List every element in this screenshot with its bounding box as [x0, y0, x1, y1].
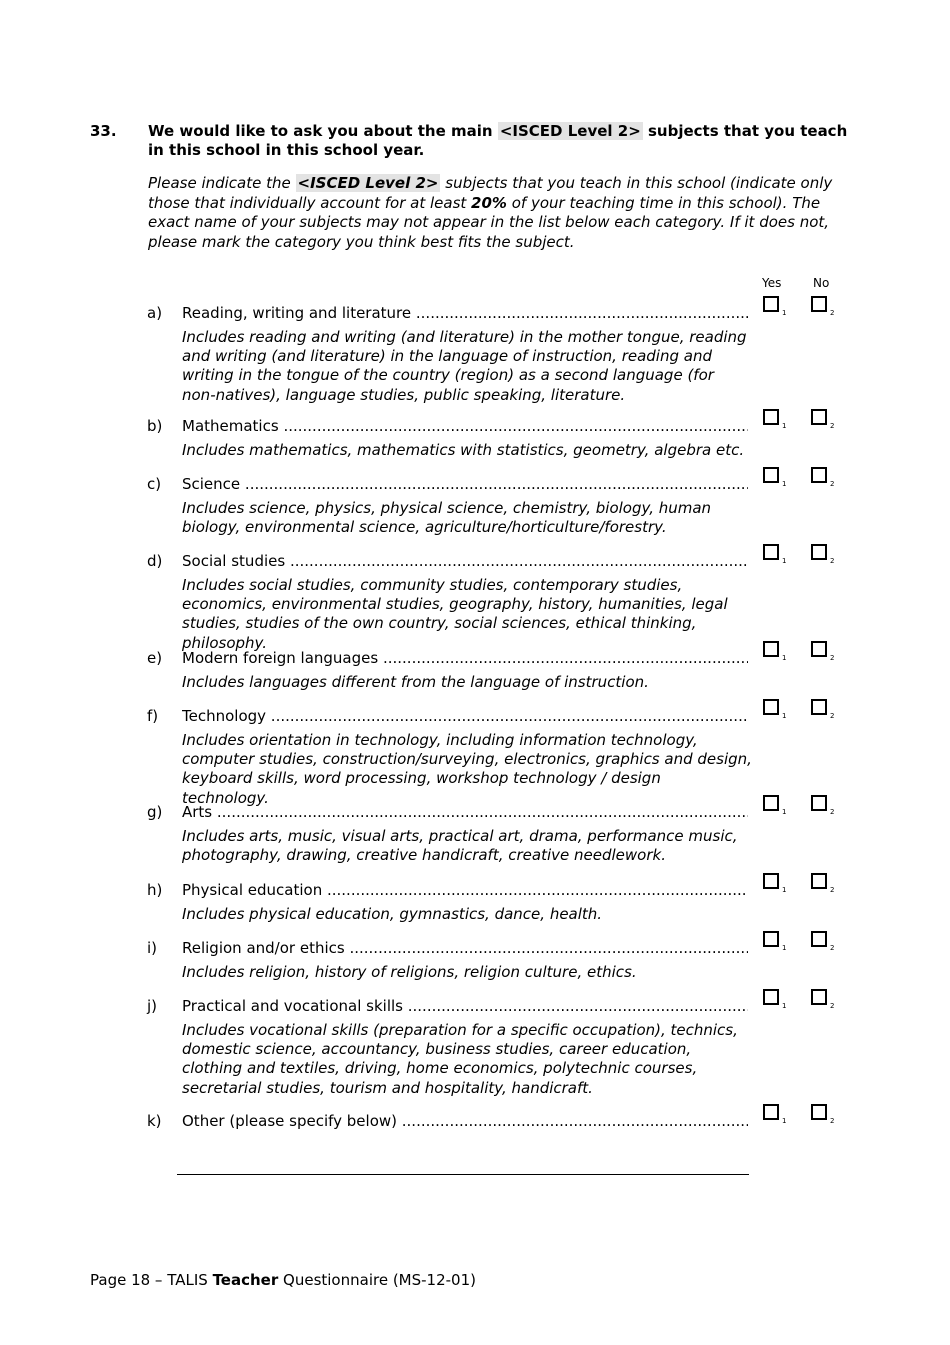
no-code: 2	[830, 309, 835, 317]
footer-prefix: Page 18 – TALIS	[90, 1271, 208, 1289]
item-letter: a)	[147, 304, 163, 322]
yes-checkbox[interactable]	[763, 873, 779, 889]
specify-line[interactable]	[177, 1174, 749, 1175]
yes-code: 1	[782, 944, 787, 952]
no-code: 2	[830, 480, 835, 488]
no-code: 2	[830, 422, 835, 430]
yes-code: 1	[782, 422, 787, 430]
question-text	[148, 122, 848, 160]
yes-column-header: Yes	[762, 276, 782, 290]
isced-highlight: <ISCED Level 2>	[499, 122, 641, 140]
no-code: 2	[830, 654, 835, 662]
instruction-part1: Please indicate the	[148, 174, 291, 192]
item-label: Social studies .....	[182, 551, 748, 571]
item-letter: j)	[147, 997, 158, 1015]
item-letter: i)	[147, 939, 158, 957]
yes-code: 1	[782, 557, 787, 565]
no-code: 2	[830, 886, 835, 894]
yes-checkbox[interactable]	[763, 641, 779, 657]
yes-checkbox[interactable]	[763, 989, 779, 1005]
no-code: 2	[830, 1117, 835, 1125]
item-label: Physical education .....	[182, 880, 748, 900]
no-checkbox[interactable]	[811, 1104, 827, 1120]
no-code: 2	[830, 557, 835, 565]
no-code: 2	[830, 808, 835, 816]
no-code: 2	[830, 944, 835, 952]
instruction-part2: subjects that you teach in this school (indicate only those that individually account for at least	[148, 174, 833, 212]
yes-code: 1	[782, 480, 787, 488]
no-checkbox[interactable]	[811, 641, 827, 657]
question-number: 33.	[90, 122, 117, 140]
item-letter: f)	[147, 707, 159, 725]
item-description: Includes orientation in technology, including information technology, computer studies, construction/surveying, electronics, graphics and design, keyboard skills, word processing, workshop technology / design technology.	[182, 731, 752, 807]
item-letter: d)	[147, 552, 163, 570]
item-letter: g)	[147, 803, 163, 821]
yes-code: 1	[782, 1002, 787, 1010]
item-description: Includes science, physics, physical science, chemistry, biology, human biology, environmental science, agriculture/horticulture/forestry.	[182, 499, 712, 537]
item-letter: k)	[147, 1112, 162, 1130]
instruction-isced-highlight: <ISCED Level 2>	[297, 174, 439, 192]
yes-code: 1	[782, 1117, 787, 1125]
item-letter: b)	[147, 417, 163, 435]
item-description: Includes languages different from the language of instruction.	[182, 673, 649, 691]
page-footer	[90, 1271, 476, 1289]
item-description: Includes social studies, community studies, contemporary studies, economics, environmental studies, geography, history, humanities, legal studies, studies of the own country, social sciences, ethical thinking, philosophy.	[182, 576, 728, 652]
yes-code: 1	[782, 309, 787, 317]
no-checkbox[interactable]	[811, 544, 827, 560]
item-label: Arts .....	[182, 802, 748, 822]
no-checkbox[interactable]	[811, 873, 827, 889]
no-checkbox[interactable]	[811, 296, 827, 312]
yes-checkbox[interactable]	[763, 1104, 779, 1120]
item-letter: c)	[147, 475, 162, 493]
no-code: 2	[830, 712, 835, 720]
no-checkbox[interactable]	[811, 989, 827, 1005]
yes-checkbox[interactable]	[763, 699, 779, 715]
no-checkbox[interactable]	[811, 467, 827, 483]
no-checkbox[interactable]	[811, 409, 827, 425]
no-column-header: No	[813, 276, 830, 290]
no-checkbox[interactable]	[811, 795, 827, 811]
item-label: Modern foreign languages .....	[182, 648, 748, 668]
no-checkbox[interactable]	[811, 699, 827, 715]
yes-checkbox[interactable]	[763, 795, 779, 811]
item-label: Other (please specify below) .....	[182, 1111, 748, 1131]
yes-checkbox[interactable]	[763, 544, 779, 560]
item-label: Science .....	[182, 474, 748, 494]
yes-checkbox[interactable]	[763, 467, 779, 483]
question-text-end: subjects that you teach in this school in this school year.	[148, 122, 848, 159]
item-description: Includes physical education, gymnastics, dance, health.	[182, 905, 603, 923]
yes-code: 1	[782, 808, 787, 816]
item-label: Practical and vocational skills .....	[182, 996, 748, 1016]
item-letter: h)	[147, 881, 163, 899]
item-letter: e)	[147, 649, 163, 667]
item-description: Includes vocational skills (preparation for a specific occupation), technics, domestic science, accountancy, business studies, career education, clothing and textiles, driving, home economics, polytechnic courses, secretarial studies, tourism and hospitality, handicraft.	[182, 1021, 738, 1097]
no-code: 2	[830, 1002, 835, 1010]
instruction-text	[148, 174, 848, 252]
no-checkbox[interactable]	[811, 931, 827, 947]
question-text-start: We would like to ask you about the main	[148, 122, 493, 140]
yes-checkbox[interactable]	[763, 409, 779, 425]
yes-checkbox[interactable]	[763, 296, 779, 312]
item-label: Religion and/or ethics .....	[182, 938, 748, 958]
footer-suffix: Questionnaire (MS-12-01)	[283, 1271, 476, 1289]
yes-code: 1	[782, 886, 787, 894]
yes-checkbox[interactable]	[763, 931, 779, 947]
footer-bold: Teacher	[212, 1271, 279, 1289]
item-description: Includes religion, history of religions, religion culture, ethics.	[182, 963, 637, 981]
yes-code: 1	[782, 654, 787, 662]
yes-code: 1	[782, 712, 787, 720]
instruction-percent: 20%	[471, 193, 507, 212]
item-description: Includes reading and writing (and literature) in the mother tongue, reading and writing (and literature) in the language of instruction, reading and writing in the tongue of the country (region) as a second language (for non-natives), language studies, public speaking, literature.	[182, 328, 747, 404]
item-label: Mathematics .....	[182, 416, 748, 436]
item-label: Technology .....	[182, 706, 748, 726]
item-label: Reading, writing and literature .....	[182, 303, 748, 323]
item-description: Includes arts, music, visual arts, practical art, drama, performance music, photography, drawing, creative handicraft, creative needlework.	[182, 827, 738, 865]
item-description: Includes mathematics, mathematics with statistics, geometry, algebra etc.	[182, 441, 745, 459]
instruction-part3: of your teaching time in this school). The exact name of your subjects may not appear in the list below each category. If it does not, please mark the category you think best fits the subject.	[148, 193, 830, 251]
